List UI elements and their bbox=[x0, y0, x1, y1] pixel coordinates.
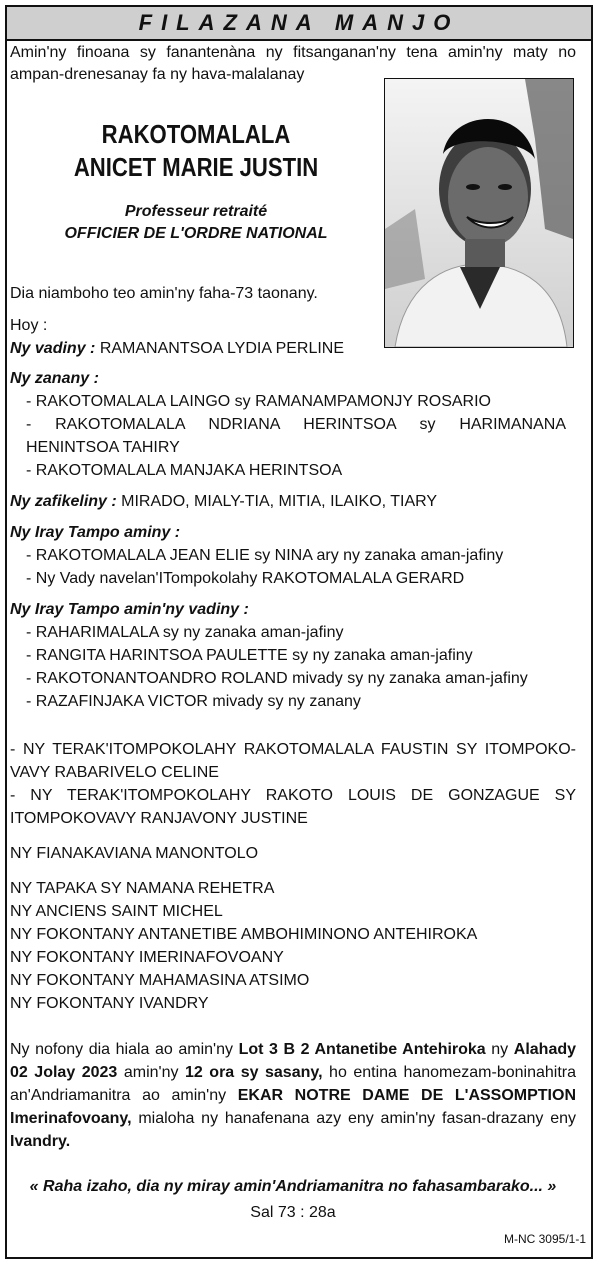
notice-banner bbox=[7, 7, 591, 41]
title-1: Professeur retraité bbox=[124, 203, 268, 220]
inlaws-label: Ny Iray Tampo amin'ny vadiny : bbox=[10, 601, 249, 618]
spouse-line bbox=[10, 337, 380, 360]
funeral-text: Ny nofony dia hiala ao amin'ny bbox=[10, 1041, 239, 1058]
spouse-label: Ny vadiny : bbox=[10, 340, 96, 357]
inlaw-item: - RAHARIMALALA sy ny zanaka aman-jafiny bbox=[26, 624, 344, 641]
extended-family-section bbox=[10, 738, 576, 1015]
funeral-details bbox=[10, 1038, 576, 1153]
funeral-location: Lot 3 B 2 Antanetibe Antehiroka bbox=[238, 1041, 486, 1058]
group-line: NY FOKONTANY IMERINAFOVOANY bbox=[10, 949, 284, 966]
group-line: NY FOKONTANY IVANDRY bbox=[10, 995, 209, 1012]
family-block-1 bbox=[10, 314, 380, 360]
sibling-item: - RAKOTOMALALA JEAN ELIE sy NINA ary ny zanaka aman-jafiny bbox=[26, 547, 504, 564]
grandchildren-line bbox=[10, 490, 576, 513]
sibling-item: - Ny Vady navelan'ITompokolahy RAKOTOMALALA GERARD bbox=[26, 570, 465, 587]
children-label: Ny zanany : bbox=[10, 370, 99, 387]
parents-line: - NY TERAK'ITOMPOKOLAHY RAKOTOMALALA FAUSTIN SY ITOMPOKO-VAVY RABARIVELO CELINE bbox=[10, 741, 576, 781]
siblings-label: Ny Iray Tampo aminy : bbox=[10, 524, 181, 541]
hoy-label: Hoy : bbox=[10, 317, 48, 334]
name-line-2: ANICET MARIE JUSTIN bbox=[73, 152, 319, 182]
inlaw-item: - RAKOTONANTOANDRO ROLAND mivady sy ny zanaka aman-jafiny bbox=[26, 670, 528, 687]
portrait-illustration bbox=[385, 79, 573, 347]
funeral-text: mialoha ny hanafenana azy eny amin'ny fasan-drazany eny bbox=[131, 1110, 576, 1127]
child-item: - RAKOTOMALALA LAINGO sy RAMANAMPAMONJY ROSARIO bbox=[26, 393, 491, 410]
child-item: - RAKOTOMALALA NDRIANA HERINTSOA sy HARIMANANA HENINTSOA TAHIRY bbox=[26, 416, 566, 456]
group-line: NY FOKONTANY ANTANETIBE AMBOHIMINONO ANTEHIROKA bbox=[10, 926, 478, 943]
funeral-date: Alahady 02 Jolay 2023 bbox=[10, 1041, 577, 1081]
funeral-time: 12 ora sy sasany, bbox=[184, 1064, 323, 1081]
burial-place: Ivandry. bbox=[10, 1133, 71, 1150]
deceased-name bbox=[38, 118, 354, 184]
family-line: NY FIANAKAVIANA MANONTOLO bbox=[10, 845, 259, 862]
scripture-quote: « Raha izaho, dia ny miray amin'Andriamanitra no fahasambarako... » bbox=[29, 1178, 557, 1195]
intro-text: Amin'ny finoana sy fanantenàna ny fitsanganan'ny tena amin'ny maty no ampan-drenesanay fa ny hava-malalanay bbox=[10, 44, 576, 83]
funeral-text: ho entina hanomezam-boninahitra an'Andriamanitra ao amin'ny bbox=[10, 1064, 576, 1104]
group-line: NY TAPAKA SY NAMANA REHETRA bbox=[10, 880, 275, 897]
scripture-reference: Sal 73 : 28a bbox=[250, 1204, 336, 1221]
inlaw-item: - RAZAFINJAKA VICTOR mivady sy ny zanany bbox=[26, 693, 361, 710]
title-2: OFFICIER DE L'ORDRE NATIONAL bbox=[64, 225, 328, 242]
deceased-titles bbox=[10, 201, 382, 245]
child-item: - RAKOTOMALALA MANJAKA HERINTSOA bbox=[26, 462, 343, 479]
parents-line: - NY TERAK'ITOMPOKOLAHY RAKOTO LOUIS DE GONZAGUE SY ITOMPOKOVAVY RANJAVONY JUSTINE bbox=[10, 787, 576, 827]
banner-title: FILAZANA MANJO bbox=[138, 10, 460, 35]
grandchildren-label: Ny zafikeliny : bbox=[10, 493, 117, 510]
funeral-text: ny bbox=[485, 1041, 514, 1058]
spouse-value: RAMANANTSOA LYDIA PERLINE bbox=[99, 340, 345, 357]
inlaw-item: - RANGITA HARINTSOA PAULETTE sy ny zanaka aman-jafiny bbox=[26, 647, 473, 664]
reference-code: M-NC 3095/1-1 bbox=[503, 1232, 586, 1246]
group-line: NY ANCIENS SAINT MICHEL bbox=[10, 903, 223, 920]
name-line-1: RAKOTOMALALA bbox=[101, 119, 291, 149]
children-section bbox=[10, 367, 576, 713]
age-line: Dia niamboho teo amin'ny faha-73 taonany. bbox=[10, 285, 318, 302]
group-line: NY FOKONTANY MAHAMASINA ATSIMO bbox=[10, 972, 310, 989]
portrait-photo bbox=[384, 78, 574, 348]
grandchildren-value: MIRADO, MIALY-TIA, MITIA, ILAIKO, TIARY bbox=[121, 493, 438, 510]
funeral-text: amin'ny bbox=[117, 1064, 185, 1081]
funeral-church: EKAR NOTRE DAME DE L'ASSOMPTION Imerinafovoany, bbox=[10, 1087, 577, 1127]
